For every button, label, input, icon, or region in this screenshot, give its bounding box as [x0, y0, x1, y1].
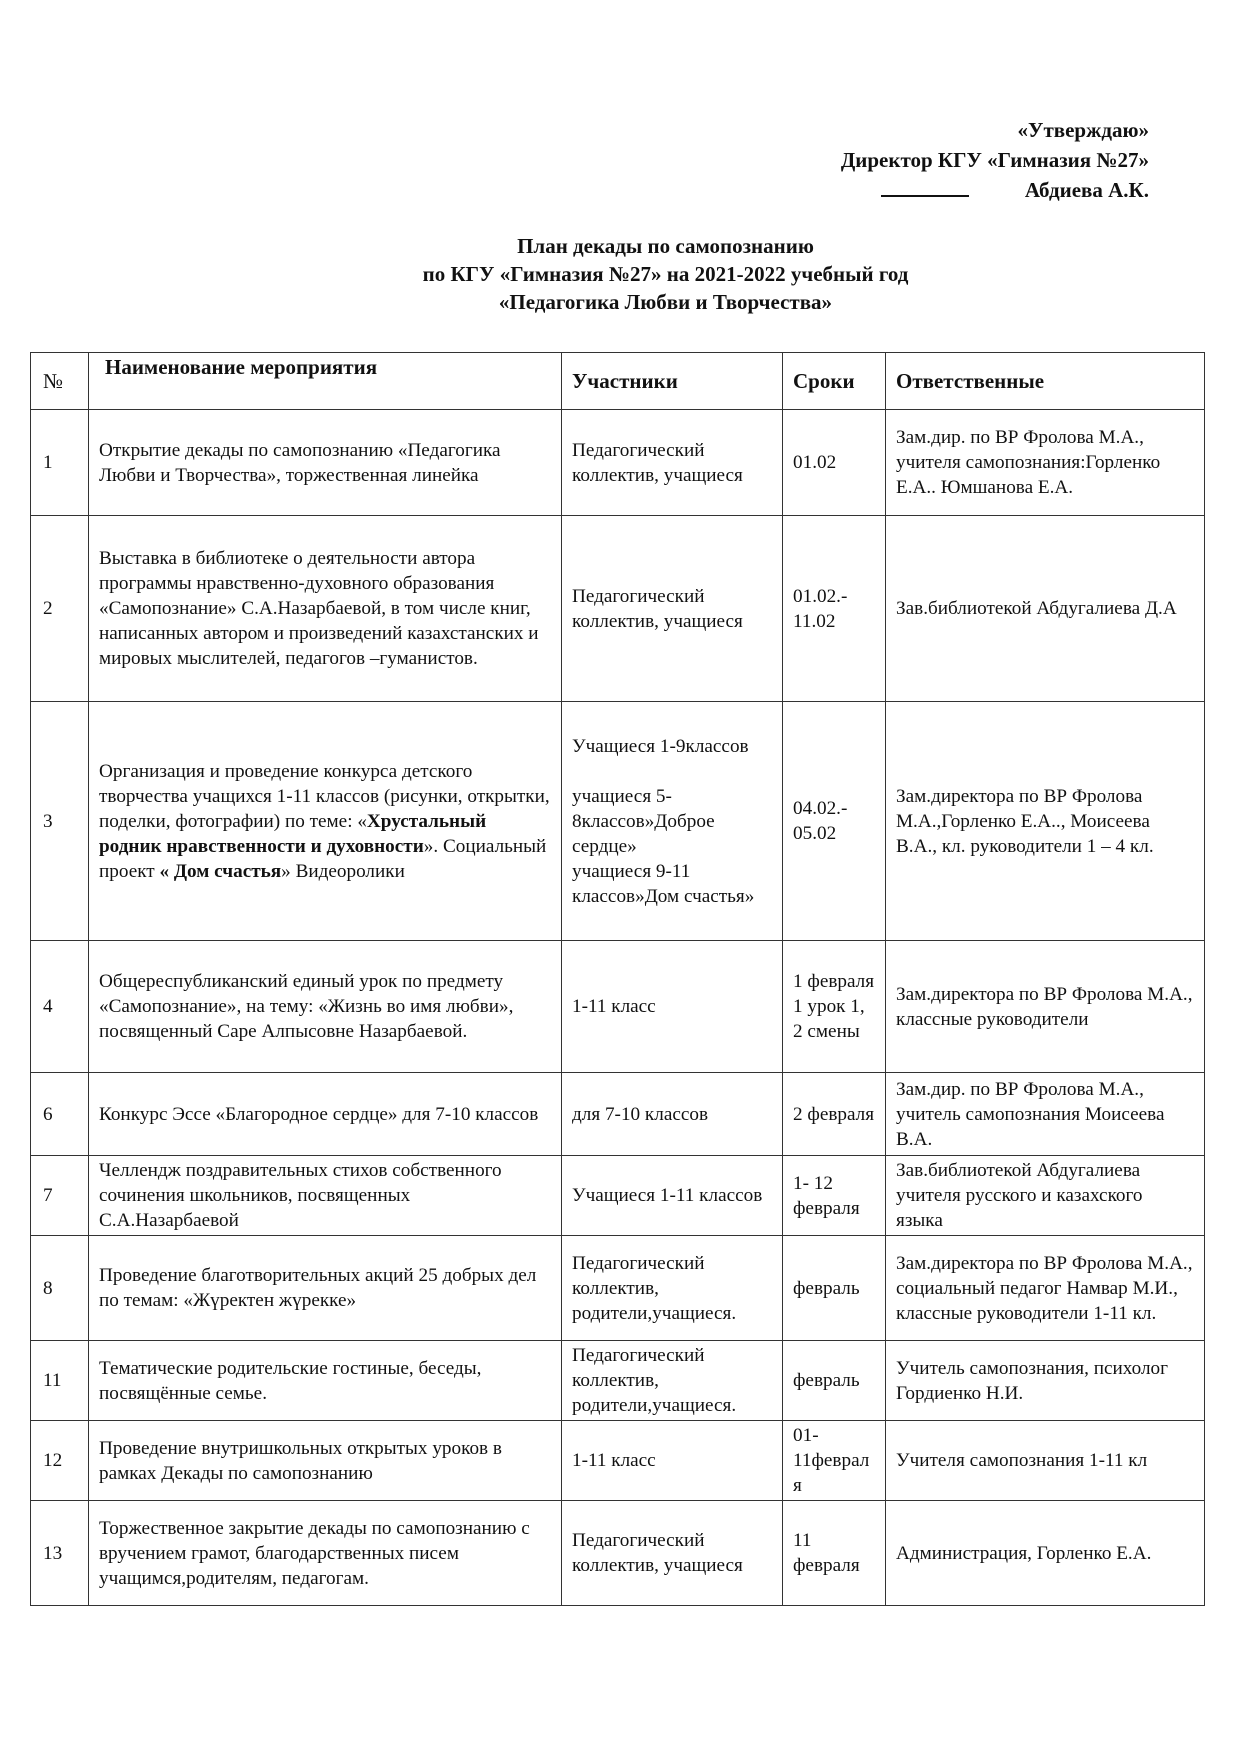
spacer	[572, 759, 772, 784]
plan-table	[30, 352, 1205, 1606]
cell-participants: Педагогический коллектив, учащиеся	[562, 410, 783, 516]
cell-dates: 04.02.- 05.02	[783, 702, 886, 941]
cell-responsible: Учитель самопознания, психолог Гордиенко Н.И.	[886, 1341, 1205, 1421]
table-row	[31, 516, 1205, 702]
cell-participants: Педагогический коллектив, учащиеся	[562, 1501, 783, 1606]
cell-name: Общереспубликанский единый урок по предмету «Самопознание», на тему: «Жизнь во имя любви», посвященный Саре Алпысовне Назарбаевой.	[89, 941, 562, 1073]
cell-responsible: Зам.директора по ВР Фролова М.А., социальный педагог Намвар М.И., классные руководители 1-11 кл.	[886, 1236, 1205, 1341]
cell-dates: 2 февраля	[783, 1073, 886, 1156]
cell-dates: 1 февраля 1 урок 1, 2 смены	[783, 941, 886, 1073]
cell-participants: Педагогический коллектив, учащиеся	[562, 516, 783, 702]
name-text: ». Социальный проект	[99, 835, 547, 882]
cell-dates: 01.02.- 11.02	[783, 516, 886, 702]
cell-name: Торжественное закрытие декады по самопознанию с вручением грамот, благодарственных писем учащимся,родителям, педагогам.	[89, 1501, 562, 1606]
cell-dates: 11 февраля	[783, 1501, 886, 1606]
cell-name: Конкурс Эссе «Благородное сердце» для 7-10 классов	[89, 1073, 562, 1156]
table-row	[31, 941, 1205, 1073]
name-text: » Видеоролики	[281, 860, 405, 882]
cell-responsible: Зав.библиотекой Абдугалиева Д.А	[886, 516, 1205, 702]
cell-num: 4	[31, 941, 89, 1073]
cell-num: 11	[31, 1341, 89, 1421]
cell-name: Проведение благотворительных акций 25 добрых дел по темам: «Жүректен жүрекке»	[89, 1236, 562, 1341]
cell-dates: февраль	[783, 1236, 886, 1341]
approval-signature-line	[589, 175, 1149, 205]
cell-num: 6	[31, 1073, 89, 1156]
cell-participants: 1-11 класс	[562, 941, 783, 1073]
cell-participants: Педагогический коллектив, родители,учащиеся.	[562, 1341, 783, 1421]
cell-num: 3	[31, 702, 89, 941]
header-num: №	[31, 353, 89, 410]
title-line-1: План декады по самопознанию	[517, 234, 814, 258]
cell-dates: февраль	[783, 1341, 886, 1421]
cell-num: 2	[31, 516, 89, 702]
cell-responsible: Администрация, Горленко Е.А.	[886, 1501, 1205, 1606]
cell-dates: 01-11февраля	[783, 1421, 886, 1501]
cell-responsible: Зам.директора по ВР Фролова М.А.,Горленко Е.А.., Моисеева В.А., кл. руководители 1 – 4 кл.	[886, 702, 1205, 941]
approval-position: Директор КГУ «Гимназия №27»	[840, 148, 1149, 172]
approval-name: Абдиева А.К.	[1024, 178, 1149, 202]
cell-num: 13	[31, 1501, 89, 1606]
cell-dates: 01.02	[783, 410, 886, 516]
table-row	[31, 1156, 1205, 1236]
participants-group-1: Учащиеся 1-9классов	[572, 735, 749, 757]
approval-block	[589, 115, 1149, 205]
cell-name: Проведение внутришкольных открытых уроков в рамках Декады по самопознанию	[89, 1421, 562, 1501]
cell-participants: для 7-10 классов	[562, 1073, 783, 1156]
header-dates: Сроки	[783, 353, 886, 410]
table-row	[31, 1073, 1205, 1156]
approval-heading: «Утверждаю»	[1017, 118, 1149, 142]
cell-participants	[562, 702, 783, 941]
signature-blank	[881, 175, 969, 197]
cell-name: Челлендж поздравительных стихов собственного сочинения школьников, посвященных С.А.Назарбаевой	[89, 1156, 562, 1236]
cell-responsible: Зам.дир. по ВР Фролова М.А., учителя самопознания:Горленко Е.А.. Юмшанова Е.А.	[886, 410, 1205, 516]
name-bold-theme: Хрустальный родник нравственности и духовности	[99, 810, 487, 857]
title-line-3: «Педагогика Любви и Творчества»	[498, 290, 833, 314]
cell-responsible: Зав.библиотекой Абдугалиева учителя русского и казахского языка	[886, 1156, 1205, 1236]
cell-responsible: Зам.директора по ВР Фролова М.А., классные руководители	[886, 941, 1205, 1073]
cell-participants: 1-11 класс	[562, 1421, 783, 1501]
cell-responsible: Зам.дир. по ВР Фролова М.А., учитель самопознания Моисеева В.А.	[886, 1073, 1205, 1156]
cell-num: 8	[31, 1236, 89, 1341]
table-row	[31, 1501, 1205, 1606]
cell-num: 1	[31, 410, 89, 516]
name-text: Организация и проведение конкурса детского творчества учащихся 1-11 классов (рисунки, открытки, поделки, фотографии) по теме: «	[99, 760, 550, 832]
cell-name: Выставка в библиотеке о деятельности автора программы нравственно-духовного образования «Самопознание» С.А.Назарбаевой, в том числе книг, написанных автором и произведений казахстанских и мировых мыслителей, педагогов –гуманистов.	[89, 516, 562, 702]
title-line-2: по КГУ «Гимназия №27» на 2021-2022 учебный год	[422, 262, 909, 286]
table-row	[31, 1421, 1205, 1501]
table-row	[31, 702, 1205, 941]
table-row	[31, 410, 1205, 516]
table-row	[31, 1236, 1205, 1341]
cell-name	[89, 702, 562, 941]
cell-num: 12	[31, 1421, 89, 1501]
header-participants: Участники	[562, 353, 783, 410]
cell-responsible: Учителя самопознания 1-11 кл	[886, 1421, 1205, 1501]
cell-dates: 1- 12 февраля	[783, 1156, 886, 1236]
cell-name: Тематические родительские гостиные, беседы, посвящённые семье.	[89, 1341, 562, 1421]
cell-name: Открытие декады по самопознанию «Педагогика Любви и Творчества», торжественная линейка	[89, 410, 562, 516]
cell-num: 7	[31, 1156, 89, 1236]
document-title	[0, 232, 1241, 316]
table-header-row	[31, 353, 1205, 410]
header-name: Наименование мероприятия	[89, 353, 562, 410]
cell-participants: Учащиеся 1-11 классов	[562, 1156, 783, 1236]
table-row	[31, 1341, 1205, 1421]
cell-participants: Педагогический коллектив, родители,учащиеся.	[562, 1236, 783, 1341]
participants-group-3: учащиеся 9-11 классов»Дом счастья»	[572, 860, 755, 907]
header-responsible: Ответственные	[886, 353, 1205, 410]
name-bold-project: « Дом счастья	[159, 860, 282, 882]
participants-group-2: учащиеся 5-8классов»Доброе сердце»	[572, 785, 715, 857]
